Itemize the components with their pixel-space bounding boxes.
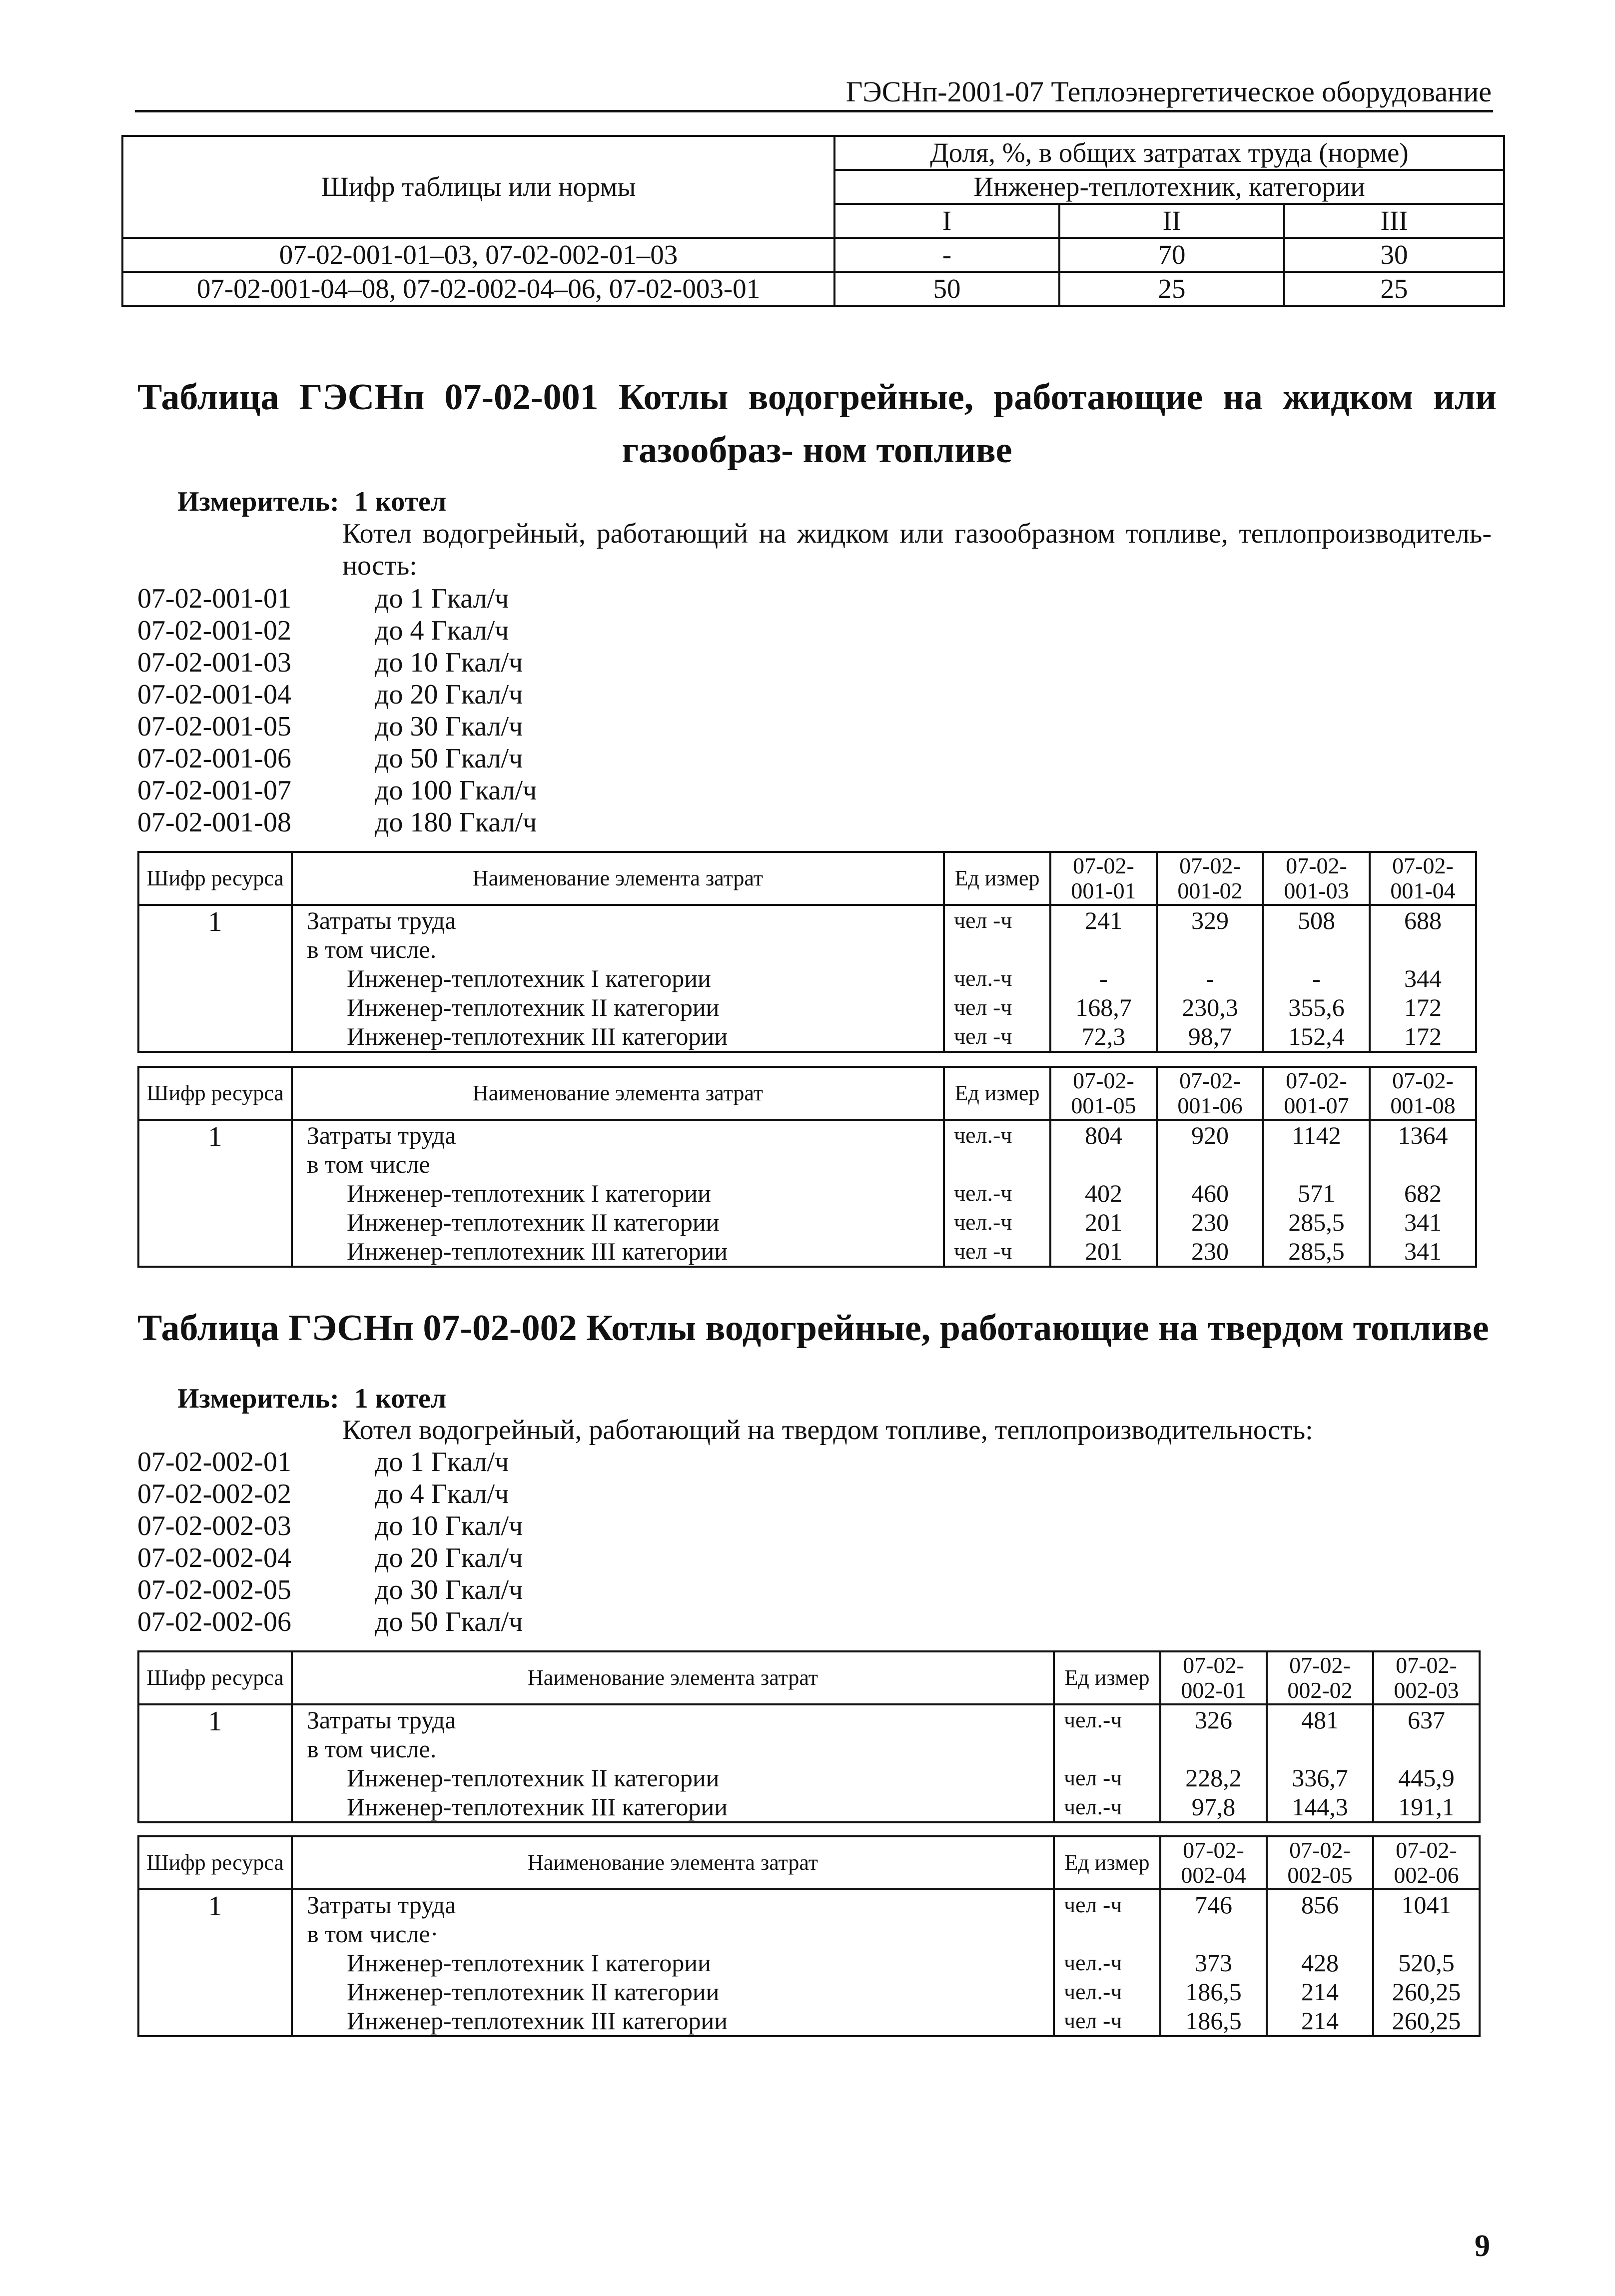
unit-value: чел -ч: [954, 1023, 1012, 1049]
norm-code-line: 07-02-: [1183, 1652, 1244, 1678]
norm-value: 191,1: [1398, 1793, 1455, 1821]
resource-number: 1: [138, 1704, 292, 1822]
norm-value: 285,5: [1288, 1237, 1345, 1265]
resource-table-header: [138, 1651, 1480, 1704]
resource-table-row: [138, 905, 1476, 1052]
norm-value: 460: [1191, 1179, 1229, 1207]
norm-code: 07-02-001-04: [137, 679, 291, 710]
norm-code: 07-02-001-02: [137, 615, 291, 646]
share-row-value: 30: [1284, 238, 1504, 272]
norm-value: 168,7: [1075, 993, 1132, 1021]
norm-capacity: до 1 Гкал/ч: [375, 583, 509, 614]
measure-value: 1 котел: [354, 1383, 447, 1414]
cost-element-name: Инженер-теплотехник III категории: [347, 1237, 728, 1265]
norm-code: 07-02-001-01: [137, 583, 291, 614]
share-col-share-header: Доля, %, в общих затратах труда (норме): [834, 136, 1504, 170]
resource-table-block: [137, 1835, 1481, 2037]
header-cost-element: Наименование элемента затрат: [292, 1836, 1054, 1889]
norm-code-line: 07-02-: [1286, 853, 1347, 878]
norm-value: [1158, 1150, 1262, 1179]
norm-value: [1371, 935, 1475, 964]
share-row: [122, 238, 1504, 272]
norm-value: 285,5: [1288, 1208, 1345, 1236]
norm-capacity: до 20 Гкал/ч: [375, 679, 523, 710]
norm-code-line: 002-06: [1394, 1862, 1459, 1888]
norm-value: 688: [1404, 906, 1442, 934]
norm-code-line: 07-02-: [1179, 853, 1241, 878]
cost-element-names: [292, 1889, 1054, 2036]
norm-code-line: 07-02-: [1392, 1068, 1454, 1093]
cost-element-name: в том числе.: [307, 1735, 437, 1763]
cost-element-name: в том числе.: [307, 935, 437, 963]
unit-value: чел.-ч: [954, 1180, 1012, 1206]
norm-capacity: до 1 Гкал/ч: [375, 1447, 509, 1478]
unit-value: [1055, 1919, 1159, 1948]
norm-code-line: 001-01: [1071, 878, 1136, 903]
norm-code-line: 07-02-: [1286, 1068, 1347, 1093]
norm-values-column: [1267, 1704, 1373, 1822]
unit-value: чел -ч: [1064, 2008, 1122, 2033]
norm-code-line: 002-03: [1394, 1677, 1459, 1703]
norm-values-column: [1160, 1704, 1267, 1822]
resource-table-block: [137, 1650, 1481, 1823]
norm-code-line: 001-08: [1390, 1093, 1456, 1118]
norm-value: 260,25: [1392, 2007, 1461, 2035]
units-column: [1054, 1889, 1160, 2036]
norm-value: 329: [1191, 906, 1229, 934]
norm-values-column: [1373, 1889, 1480, 2036]
share-col-engineer-header: Инженер-теплотехник, категории: [834, 170, 1504, 204]
norm-code: 07-02-001-07: [137, 775, 291, 806]
norm-value: 172: [1404, 993, 1442, 1021]
norm-value: [1268, 1734, 1372, 1763]
norm-list-item: [137, 1542, 523, 1574]
units-column: [944, 1120, 1050, 1267]
norm-code-line: 001-06: [1177, 1093, 1243, 1118]
unit-value: чел.-ч: [954, 1122, 1012, 1148]
header-unit: Ед измер: [944, 852, 1050, 905]
cost-element-names: [292, 1120, 944, 1267]
norm-value: 445,9: [1398, 1764, 1455, 1792]
norm-value: 637: [1408, 1706, 1445, 1734]
norm-code-line: 07-02-: [1073, 853, 1134, 878]
norm-value: -: [1312, 964, 1321, 992]
norm-list-item: [137, 1606, 523, 1638]
norm-capacity: до 10 Гкал/ч: [375, 647, 523, 678]
cost-element-name: Инженер-теплотехник I категории: [347, 1949, 711, 1977]
page-number: 9: [1475, 2229, 1490, 2263]
header-norm-code: [1263, 1067, 1370, 1120]
unit-value: чел.-ч: [954, 965, 1012, 991]
norm-values-column: [1050, 1120, 1157, 1267]
norm-value: 341: [1404, 1237, 1442, 1265]
norm-value: [1264, 1150, 1369, 1179]
norm-value: 214: [1301, 1978, 1339, 2006]
resource-table-header: [138, 1836, 1480, 1889]
norm-value: 508: [1298, 906, 1335, 934]
section-title: [137, 1302, 1497, 1355]
norm-list-item: [137, 1510, 523, 1542]
norm-value: 201: [1085, 1208, 1122, 1236]
unit-value: чел -ч: [1064, 1892, 1122, 1917]
share-category-cell: II: [1059, 204, 1284, 238]
norm-value: 682: [1404, 1179, 1442, 1207]
norm-value: 201: [1085, 1237, 1122, 1265]
norm-code-line: 07-02-: [1073, 1068, 1134, 1093]
norm-list-item: [137, 711, 537, 743]
norm-list: [137, 583, 537, 838]
share-row-value: 70: [1059, 238, 1284, 272]
norm-value: 186,5: [1185, 1978, 1242, 2006]
resource-table-header: [138, 852, 1476, 905]
unit-value: [945, 1150, 1049, 1179]
header-norm-code: [1050, 852, 1157, 905]
norm-value: [1051, 935, 1156, 964]
norm-code: 07-02-002-05: [137, 1574, 291, 1605]
norm-value: 228,2: [1185, 1764, 1242, 1792]
section-description: Котел водогрейный, работающий на жидком или газообразном топливе, теплопроизводитель- ность:: [342, 518, 1492, 581]
header-resource-code: Шифр ресурса: [138, 1651, 292, 1704]
resource-table-row: [138, 1120, 1476, 1267]
norm-list-item: [137, 583, 537, 615]
cost-element-name: Инженер-теплотехник II категории: [347, 993, 720, 1021]
norm-code-line: 001-03: [1284, 878, 1349, 903]
norm-code-line: 07-02-: [1396, 1837, 1457, 1863]
cost-element-name: Инженер-теплотехник I категории: [347, 964, 711, 992]
share-row-value: 25: [1059, 272, 1284, 306]
unit-value: чел.-ч: [1064, 1794, 1122, 1819]
measure-label: Измеритель:: [177, 1383, 339, 1414]
header-unit: Ед измер: [1054, 1651, 1160, 1704]
resource-table-row: [138, 1889, 1480, 2036]
norm-value: 336,7: [1292, 1764, 1348, 1792]
cost-element-name: Инженер-теплотехник II категории: [347, 1764, 720, 1792]
norm-value: 373: [1195, 1949, 1232, 1977]
section-title: [137, 371, 1497, 477]
share-category-cell: I: [834, 204, 1059, 238]
cost-element-name: Инженер-теплотехник III категории: [347, 1793, 728, 1821]
unit-value: [945, 935, 1049, 964]
header-norm-code: [1267, 1651, 1373, 1704]
unit-value: чел -ч: [1064, 1765, 1122, 1790]
resource-table: [137, 1066, 1477, 1268]
norm-capacity: до 10 Гкал/ч: [375, 1511, 523, 1541]
norm-values-column: [1160, 1889, 1267, 2036]
cost-element-name: Инженер-теплотехник I категории: [347, 1179, 711, 1207]
resource-number: 1: [138, 905, 292, 1052]
norm-values-column: [1370, 1120, 1476, 1267]
norm-values-column: [1267, 1889, 1373, 2036]
norm-code-line: 07-02-: [1289, 1652, 1351, 1678]
norm-code-line: 001-05: [1071, 1093, 1136, 1118]
norm-value: 230: [1191, 1237, 1229, 1265]
cost-element-name: Затраты труда: [307, 906, 456, 934]
norm-capacity: до 30 Гкал/ч: [375, 711, 523, 742]
header-norm-code: [1373, 1836, 1480, 1889]
norm-code-line: 07-02-: [1396, 1652, 1457, 1678]
cost-element-name: Инженер-теплотехник II категории: [347, 1208, 720, 1236]
norm-value: 152,4: [1288, 1022, 1345, 1050]
norm-value: 856: [1301, 1891, 1339, 1919]
share-row-code: 07-02-001-04–08, 07-02-002-04–06, 07-02-003-01: [122, 272, 834, 306]
norm-value: [1374, 1734, 1479, 1763]
norm-value: 260,25: [1392, 1978, 1461, 2006]
header-norm-code: [1160, 1651, 1267, 1704]
norm-code-line: 001-04: [1390, 878, 1456, 903]
unit-value: [1055, 1734, 1159, 1763]
norm-value: 402: [1085, 1179, 1122, 1207]
norm-value: [1158, 935, 1262, 964]
norm-values-column: [1157, 1120, 1263, 1267]
header-resource-code: Шифр ресурса: [138, 1836, 292, 1889]
header-norm-code: [1157, 1067, 1263, 1120]
unit-value: чел -ч: [954, 1238, 1012, 1264]
norm-values-column: [1157, 905, 1263, 1052]
units-column: [1054, 1704, 1160, 1822]
norm-list-item: [137, 1574, 523, 1606]
measure-value: 1 котел: [354, 486, 447, 517]
resource-table-header: [138, 1067, 1476, 1120]
header-rule: [135, 110, 1493, 112]
running-header: ГЭСНп-2001-07 Теплоэнергетическое оборудование: [845, 75, 1492, 108]
norm-code: 07-02-002-04: [137, 1542, 291, 1573]
share-row: [122, 272, 1504, 306]
norm-capacity: до 20 Гкал/ч: [375, 1542, 523, 1573]
norm-value: 1142: [1292, 1121, 1341, 1149]
share-category-cell: III: [1284, 204, 1504, 238]
norm-code: 07-02-001-03: [137, 647, 291, 678]
norm-list-item: [137, 679, 537, 711]
norm-value: 230: [1191, 1208, 1229, 1236]
norm-list-item: [137, 743, 537, 774]
norm-code-line: 002-02: [1287, 1677, 1353, 1703]
norm-list-item: [137, 774, 537, 806]
cost-element-name: Затраты труда: [307, 1121, 456, 1149]
unit-value: чел.-ч: [1064, 1707, 1122, 1732]
cost-element-name: Инженер-теплотехник III категории: [347, 1022, 728, 1050]
resource-table-block: [137, 1066, 1477, 1268]
cost-element-names: [292, 905, 944, 1052]
header-norm-code: [1370, 852, 1476, 905]
norm-values-column: [1373, 1704, 1480, 1822]
share-row-code: 07-02-001-01–03, 07-02-002-01–03: [122, 238, 834, 272]
norm-value: 804: [1085, 1121, 1122, 1149]
header-unit: Ед измер: [1054, 1836, 1160, 1889]
unit-value: чел -ч: [954, 994, 1012, 1020]
unit-value: чел.-ч: [954, 1209, 1012, 1235]
resource-number: 1: [138, 1889, 292, 2036]
norm-capacity: до 4 Гкал/ч: [375, 615, 509, 646]
cost-element-name: Инженер-теплотехник III категории: [347, 2007, 728, 2035]
norm-list-item: [137, 647, 537, 679]
header-norm-code: [1267, 1836, 1373, 1889]
norm-value: 355,6: [1288, 993, 1345, 1021]
norm-capacity: до 100 Гкал/ч: [375, 775, 537, 806]
section-description: Котел водогрейный, работающий на твердом топливе, теплопроизводительность:: [342, 1415, 1313, 1446]
norm-code: 07-02-002-06: [137, 1606, 291, 1637]
norm-value: 1041: [1401, 1891, 1452, 1919]
section-title-text: Таблица ГЭСНп 07-02-001 Котлы водогрейные, работающие на жидком или газообраз- ном топливе: [137, 377, 1497, 471]
header-cost-element: Наименование элемента затрат: [292, 1067, 944, 1120]
measure-line: [177, 1383, 446, 1415]
norm-capacity: до 4 Гкал/ч: [375, 1479, 509, 1510]
header-unit: Ед измер: [944, 1067, 1050, 1120]
norm-value: 326: [1195, 1706, 1232, 1734]
header-norm-code: [1370, 1067, 1476, 1120]
norm-capacity: до 30 Гкал/ч: [375, 1574, 523, 1605]
measure-label: Измеритель:: [177, 486, 339, 517]
norm-value: [1161, 1734, 1266, 1763]
norm-list: [137, 1446, 523, 1638]
resource-table: [137, 1835, 1481, 2037]
norm-code: 07-02-002-02: [137, 1479, 291, 1510]
header-norm-code: [1160, 1836, 1267, 1889]
norm-value: 72,3: [1081, 1022, 1126, 1050]
norm-code-line: 002-05: [1287, 1862, 1353, 1888]
units-column: [944, 905, 1050, 1052]
norm-code-line: 07-02-: [1289, 1837, 1351, 1863]
cost-element-name: Затраты труда: [307, 1891, 456, 1919]
norm-code: 07-02-001-08: [137, 807, 291, 838]
resource-table: [137, 851, 1477, 1053]
norm-code-line: 002-01: [1181, 1677, 1246, 1703]
norm-value: 230,3: [1182, 993, 1238, 1021]
header-cost-element: Наименование элемента затрат: [292, 852, 944, 905]
norm-list-item: [137, 615, 537, 647]
norm-list-item: [137, 1446, 523, 1478]
norm-value: 481: [1301, 1706, 1339, 1734]
header-norm-code: [1373, 1651, 1480, 1704]
measure-line: [177, 486, 446, 518]
norm-value: 341: [1404, 1208, 1442, 1236]
norm-value: 144,3: [1292, 1793, 1348, 1821]
norm-value: [1051, 1150, 1156, 1179]
unit-value: чел.-ч: [1064, 1979, 1122, 2004]
share-row-value: 25: [1284, 272, 1504, 306]
header-norm-code: [1050, 1067, 1157, 1120]
norm-capacity: до 180 Гкал/ч: [375, 807, 537, 838]
norm-value: 428: [1301, 1949, 1339, 1977]
norm-code-line: 07-02-: [1183, 1837, 1244, 1863]
norm-capacity: до 50 Гкал/ч: [375, 1606, 523, 1637]
norm-value: 344: [1404, 964, 1442, 992]
norm-code-line: 001-07: [1284, 1093, 1349, 1118]
norm-value: 920: [1191, 1121, 1229, 1149]
norm-capacity: до 50 Гкал/ч: [375, 743, 523, 774]
norm-value: 172: [1404, 1022, 1442, 1050]
norm-values-column: [1370, 905, 1476, 1052]
unit-value: чел.-ч: [1064, 1950, 1122, 1975]
norm-value: [1264, 935, 1369, 964]
norm-code: 07-02-001-06: [137, 743, 291, 774]
norm-code: 07-02-002-01: [137, 1447, 291, 1478]
resource-table: [137, 1650, 1481, 1823]
norm-values-column: [1263, 905, 1370, 1052]
norm-code-line: 07-02-: [1392, 853, 1454, 878]
norm-code: 07-02-001-05: [137, 711, 291, 742]
norm-value: 520,5: [1398, 1949, 1455, 1977]
header-norm-code: [1157, 852, 1263, 905]
norm-value: [1161, 1919, 1266, 1948]
header-resource-code: Шифр ресурса: [138, 1067, 292, 1120]
cost-element-name: в том числе·: [307, 1920, 439, 1948]
norm-code-line: 001-02: [1177, 878, 1243, 903]
norm-value: 97,8: [1191, 1793, 1236, 1821]
norm-value: [1374, 1919, 1479, 1948]
cost-element-names: [292, 1704, 1054, 1822]
norm-value: [1371, 1150, 1475, 1179]
header-cost-element: Наименование элемента затрат: [292, 1651, 1054, 1704]
norm-value: 1364: [1398, 1121, 1448, 1149]
labor-share-table: [121, 135, 1505, 307]
norm-values-column: [1050, 905, 1157, 1052]
resource-number: 1: [138, 1120, 292, 1267]
norm-value: [1268, 1919, 1372, 1948]
cost-element-name: Затраты труда: [307, 1706, 456, 1734]
norm-code-line: 002-04: [1181, 1862, 1246, 1888]
norm-value: 746: [1195, 1891, 1232, 1919]
norm-list-item: [137, 1478, 523, 1510]
cost-element-name: в том числе: [307, 1150, 430, 1178]
norm-value: 571: [1298, 1179, 1335, 1207]
unit-value: чел -ч: [954, 907, 1012, 933]
norm-values-column: [1263, 1120, 1370, 1267]
share-row-value: -: [834, 238, 1059, 272]
norm-value: -: [1099, 964, 1108, 992]
header-norm-code: [1263, 852, 1370, 905]
norm-value: -: [1206, 964, 1214, 992]
norm-value: 214: [1301, 2007, 1339, 2035]
norm-value: 186,5: [1185, 2007, 1242, 2035]
share-col-code-header: Шифр таблицы или нормы: [122, 136, 834, 238]
norm-code: 07-02-002-03: [137, 1511, 291, 1541]
resource-table-row: [138, 1704, 1480, 1822]
norm-list-item: [137, 806, 537, 838]
share-row-value: 50: [834, 272, 1059, 306]
norm-value: 241: [1085, 906, 1122, 934]
norm-code-line: 07-02-: [1179, 1068, 1241, 1093]
section-title-text: Таблица ГЭСНп 07-02-002 Котлы водогрейные, работающие на твердом топливе: [137, 1308, 1489, 1349]
resource-table-block: [137, 851, 1477, 1053]
norm-value: 98,7: [1188, 1022, 1232, 1050]
cost-element-name: Инженер-теплотехник II категории: [347, 1978, 720, 2006]
header-resource-code: Шифр ресурса: [138, 852, 292, 905]
